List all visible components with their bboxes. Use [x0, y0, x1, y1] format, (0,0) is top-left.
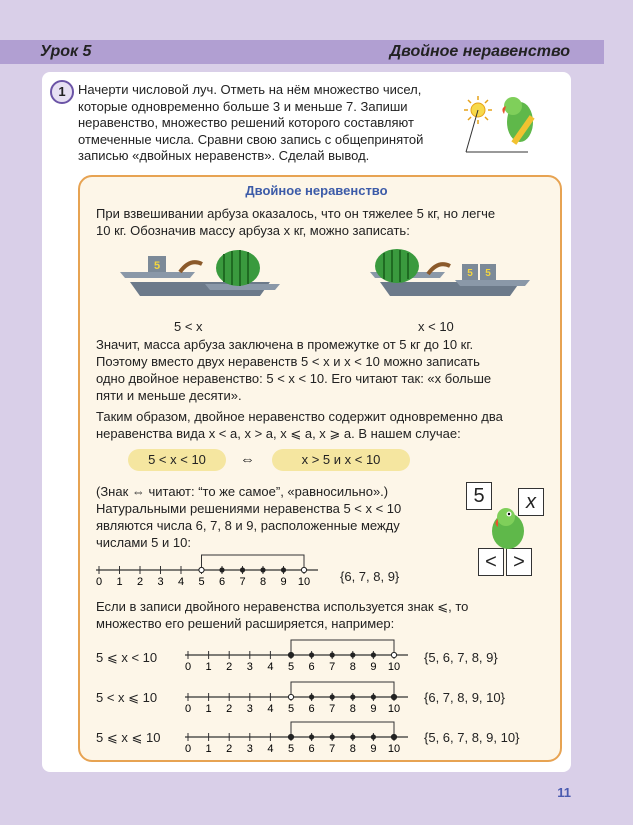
axis-tick-label: 2 — [226, 661, 233, 673]
para3-line: неравенства вида x < a, x > a, x ⩽ a, x ⩾ a. В нашем случае: — [96, 426, 461, 441]
axis-tick-label: 3 — [157, 576, 164, 588]
axis-tick-label: 9 — [370, 743, 377, 755]
scale-left — [120, 244, 280, 316]
scale-right — [370, 244, 530, 316]
axis-tick-label: 2 — [136, 576, 144, 588]
example-set: {6, 7, 8, 9, 10} — [424, 690, 505, 705]
example-inequality: 5 ⩽ x < 10 — [96, 650, 158, 665]
double-inequality-pill: 5 < x < 10 — [128, 449, 226, 471]
axis-tick-label: 1 — [205, 661, 212, 673]
axis-tick-label: 1 — [205, 703, 212, 715]
scale-right-label: x < 10 — [418, 319, 454, 334]
axis-tick-label: 9 — [370, 703, 377, 715]
sign-less: < — [478, 548, 504, 576]
para2-line: Значит, масса арбуза заключена в промежутке от 5 кг до 10 кг. — [96, 337, 474, 352]
axis-tick-label: 10 — [297, 576, 311, 588]
axis-tick-label: 0 — [184, 703, 192, 715]
example-set: {5, 6, 7, 8, 9, 10} — [424, 730, 520, 745]
axis-tick-label: 0 — [184, 661, 192, 673]
axis-tick-label: 5 — [287, 661, 295, 673]
axis-tick-label: 6 — [308, 661, 315, 673]
axis-tick-label: 7 — [239, 576, 246, 588]
para3-line: Таким образом, двойное неравенство содержит одновременно два — [96, 409, 503, 424]
task-line: записью «двойных неравенств». Сделай вывод. — [78, 148, 370, 163]
axis-tick-label: 8 — [349, 743, 356, 755]
axis-tick-label: 3 — [246, 743, 253, 755]
axis-tick-label: 2 — [226, 703, 233, 715]
axis-tick-label: 10 — [387, 703, 401, 715]
solution-set: {6, 7, 8, 9} — [340, 569, 400, 584]
watermelon — [375, 249, 419, 283]
para5-line: Если в записи двойного неравенства используется знак ⩽, то — [96, 599, 469, 614]
para4-line: являются числа 6, 7, 8 и 9, расположенные между — [96, 518, 400, 533]
axis-tick-label: 4 — [267, 703, 274, 715]
axis-tick-label: 7 — [329, 743, 336, 755]
axis-tick-label: 4 — [177, 576, 185, 588]
sign-greater: > — [506, 548, 532, 576]
para2-line: пяти и меньше десяти». — [96, 388, 242, 403]
axis-tick-label: 0 — [95, 576, 103, 588]
svg-text:5: 5 — [467, 268, 473, 279]
para4-line: (Знак ⇔ читают: “то же самое”, «равносильно».) — [96, 484, 389, 499]
axis-tick-label: 8 — [259, 576, 267, 588]
intro-line: При взвешивании арбуза оказалось, что он тяжелее 5 кг, но легче — [96, 206, 496, 221]
axis-tick-label: 5 — [287, 703, 295, 715]
axis-tick-label: 2 — [226, 743, 233, 755]
axis-tick-label: 4 — [267, 661, 274, 673]
axis-tick-label: 1 — [205, 743, 212, 755]
lesson-topic: Двойное неравенство — [389, 43, 570, 60]
sign-x: x — [518, 488, 544, 516]
intro-line: 10 кг. Обозначив массу арбуза x кг, можно записать: — [96, 223, 410, 238]
axis-tick-label: 5 — [287, 743, 295, 755]
axis-tick-label: 8 — [349, 661, 356, 673]
axis-tick-label: 6 — [308, 703, 315, 715]
lesson-number: Урок 5 — [40, 43, 92, 60]
axis-tick-label: 6 — [218, 576, 226, 588]
task-line: Начерти числовой луч. Отметь на нём множество чисел, — [78, 82, 422, 97]
para2-line: Поэтому вместо двух неравенств 5 < x и x < 10 можно записать — [96, 354, 480, 369]
svg-text:5: 5 — [485, 268, 491, 279]
lesson-header — [0, 40, 604, 64]
axis-tick-label: 8 — [349, 703, 356, 715]
example-inequality: 5 ⩽ x ⩽ 10 — [96, 730, 161, 745]
axis-tick-label: 5 — [198, 576, 205, 588]
axis-tick-label: 10 — [387, 743, 401, 755]
axis-tick-label: 1 — [116, 576, 123, 588]
box-title: Двойное неравенство — [245, 183, 388, 198]
axis-tick-label: 0 — [184, 743, 192, 755]
equiv-sign: ⇔ — [240, 451, 255, 468]
example-set: {5, 6, 7, 8, 9} — [424, 650, 498, 665]
weight-label: 5 — [153, 260, 161, 272]
para4-line: числами 5 и 10: — [96, 535, 191, 550]
axis-tick-label: 9 — [280, 576, 287, 588]
axis-tick-label: 10 — [387, 661, 401, 673]
axis-tick-label: 6 — [308, 743, 315, 755]
task-line: отмеченные числа. Сравни свою запись с общепринятой — [78, 131, 424, 147]
task-number-badge: 1 — [50, 80, 74, 104]
watermelon — [216, 250, 260, 286]
sign-five: 5 — [466, 482, 492, 510]
example-inequality: 5 < x ⩽ 10 — [96, 690, 158, 705]
axis-tick-label: 7 — [329, 661, 336, 673]
task-text — [78, 82, 458, 165]
task-line: которые одновременно больше 3 и меньше 7. Запиши — [78, 98, 408, 114]
scale-left-label: 5 < x — [174, 319, 203, 334]
axis-tick-label: 9 — [370, 661, 377, 673]
axis-tick-label: 7 — [329, 703, 336, 715]
parrot-pencil-illustration — [458, 92, 558, 162]
page-number: 11 — [557, 785, 571, 800]
axis-tick-label: 3 — [246, 661, 253, 673]
para4-line: Натуральными решениями неравенства 5 < x < 10 — [96, 501, 402, 516]
axis-tick-label: 4 — [267, 743, 274, 755]
para5-line: множество его решений расширяется, например: — [96, 616, 395, 631]
para2-line: одно двойное неравенство: 5 < x < 10. Его читают так: «x больше — [96, 371, 492, 386]
system-inequality-pill: x > 5 и x < 10 — [272, 449, 410, 471]
task-line: неравенство, множество решений которого составляют — [78, 115, 414, 130]
axis-tick-label: 3 — [246, 703, 253, 715]
